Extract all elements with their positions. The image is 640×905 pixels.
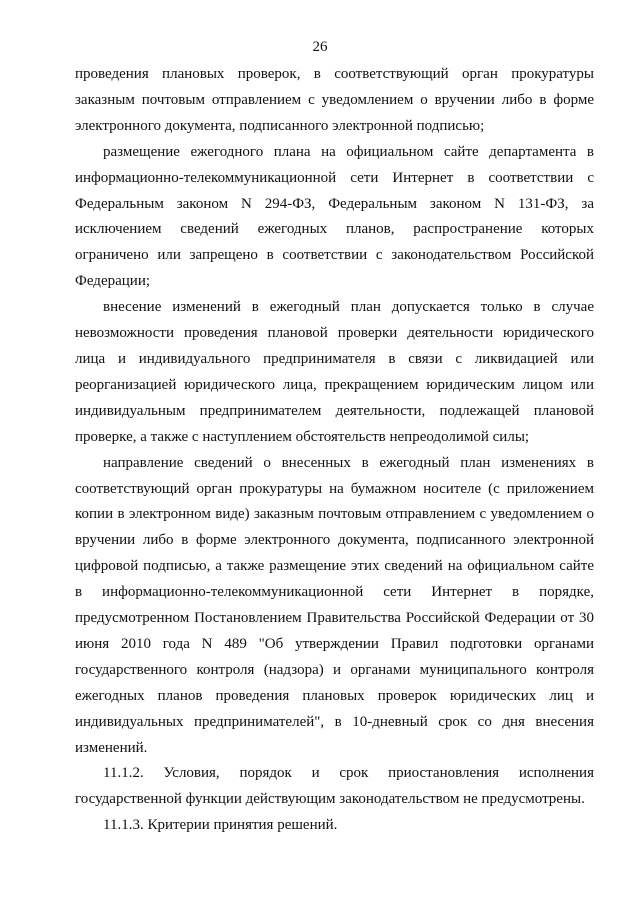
paragraph-continuation: проведения плановых проверок, в соответствующий орган прокуратуры заказным почтовым отправлением с уведомлением о вручении либо в форме электронного документа, подписанного электронной подписью; [75, 66, 594, 134]
document-body [75, 62, 594, 839]
paragraph-section-11-1-2: 11.1.2. Условия, порядок и срок приостановления исполнения государственной функции действующим законодательством не предусмотрены. [75, 765, 594, 808]
paragraph-plan-publication: размещение ежегодного плана на официальном сайте департамента в информационно-телекоммуникационной сети Интернет в соответствии с Федеральным законом N 294-ФЗ, Федеральным законом N 131-ФЗ, за исключением сведений ежегодных планов, распространение которых ограничено или запрещено в соответствии с законодательством Российской Федерации; [75, 143, 594, 290]
paragraph-section-11-1-3: 11.1.3. Критерии принятия решений. [103, 817, 338, 834]
paragraph-plan-changes: внесение изменений в ежегодный план допускается только в случае невозможности проведения плановой проверки деятельности юридического лица и индивидуального предпринимателя в связи с ликвидацией или реорганизацией юридического лица, прекращением юридическим лицом или индивидуальным предпринимателем деятельности, подлежащей плановой проверке, а также с наступлением обстоятельств непреодолимой силы; [75, 299, 594, 445]
page-number: 26 [312, 39, 328, 55]
paragraph-changes-notification: направление сведений о внесенных в ежегодный план изменениях в соответствующий орган прокуратуры на бумажном носителе (с приложением копии в электронном виде) заказным почтовым отправлением с уведомлением о вручении либо в форме электронного документа, подписанного электронной цифровой подписью, а также размещение этих сведений на официальном сайте в информационно-телекоммуникационной сети Интернет в порядке, предусмотренном Постановлением Правительства Российской Федерации от 30 июня 2010 года N 489 "Об утверждении Правил подготовки органами государственного контроля (надзора) и органами муниципального контроля ежегодных планов проведения плановых проверок юридических лиц и индивидуальных предпринимателей", в 10-дневный срок со дня внесения изменений. [75, 454, 594, 756]
